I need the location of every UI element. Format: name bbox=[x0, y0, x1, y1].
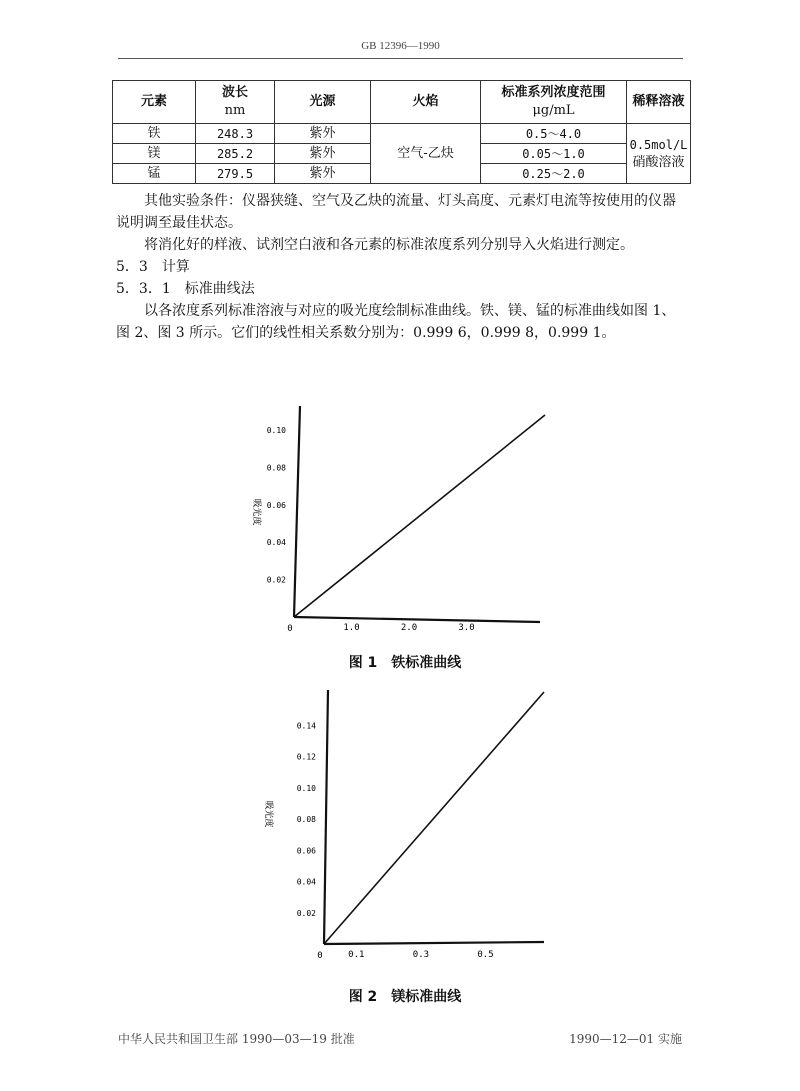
x-tick-label: 3.0 bbox=[458, 623, 475, 633]
y-axis-label: 吸光度 bbox=[251, 498, 261, 526]
iron-calibration-chart bbox=[240, 392, 570, 647]
body-text bbox=[116, 190, 686, 344]
header-range-unit: μg/mL bbox=[532, 103, 575, 118]
cell-source: 紫外 bbox=[275, 144, 371, 164]
y-tick-label: 0.04 bbox=[266, 538, 286, 548]
x-tick-label: 2.0 bbox=[400, 623, 418, 633]
x-tick-label: 0.3 bbox=[412, 950, 430, 960]
instrument-parameters-table bbox=[112, 80, 691, 184]
y-tick-label: 0.02 bbox=[296, 908, 316, 918]
y-tick-label: 0.10 bbox=[266, 426, 286, 436]
y-tick-label: 0.08 bbox=[296, 815, 316, 824]
header-range-label: 标准系列浓度范围 bbox=[501, 85, 606, 100]
paragraph-calibration: 以各浓度系列标准溶液与对应的吸光度绘制标准曲线。铁、镁、锰的标准曲线如图 1、图 2、图 3 所示。它们的线性相关系数分别为：0.999 6，0.999 8，0.999 1。 bbox=[116, 303, 676, 341]
y-axis-label-group bbox=[251, 498, 263, 525]
x-tick-label: 0.5 bbox=[477, 950, 494, 960]
y-tick-label: 0.06 bbox=[266, 500, 286, 510]
cell-wavelength: 248.3 bbox=[196, 124, 275, 144]
x-axis bbox=[294, 617, 540, 622]
y-tick-label: 0.08 bbox=[266, 463, 286, 473]
section-heading-5-3-1: 5．3．1 标准曲线法 bbox=[116, 281, 255, 297]
cell-diluent-line1: 0.5mol/L bbox=[629, 137, 688, 152]
header-element: 元素 bbox=[113, 81, 196, 124]
y-tick-label: 0.06 bbox=[296, 846, 316, 856]
cell-diluent bbox=[627, 124, 691, 184]
section-heading-5-3: 5．3 计算 bbox=[116, 259, 190, 275]
cell-range: 0.25～2.0 bbox=[481, 164, 627, 184]
header-diluent: 稀释溶液 bbox=[627, 81, 691, 124]
x-tick-label: 1.0 bbox=[343, 623, 360, 633]
cell-flame: 空气-乙炔 bbox=[371, 124, 481, 184]
header-range bbox=[481, 81, 627, 124]
cell-element: 锰 bbox=[113, 164, 196, 184]
y-axis bbox=[294, 406, 300, 617]
cell-wavelength: 285.2 bbox=[196, 144, 275, 164]
y-axis-label: 吸光度 bbox=[263, 800, 273, 828]
origin-label: 0 bbox=[317, 951, 323, 961]
y-tick-label: 0.12 bbox=[296, 752, 316, 762]
header-source: 光源 bbox=[275, 81, 371, 124]
cell-diluent-line2: 硝酸溶液 bbox=[632, 154, 685, 170]
origin-label: 0 bbox=[287, 624, 293, 634]
cell-range: 0.05～1.0 bbox=[481, 144, 627, 164]
cell-source: 紫外 bbox=[275, 124, 371, 144]
y-tick-label: 0.14 bbox=[296, 721, 316, 731]
x-axis bbox=[324, 942, 544, 944]
calibration-line bbox=[294, 415, 545, 617]
paragraph-conditions: 其他实验条件：仪器狭缝、空气及乙炔的流量、灯头高度、元素灯电流等按使用的仪器说明调至最佳状态。 bbox=[116, 193, 676, 231]
y-tick-label: 0.04 bbox=[296, 877, 316, 887]
figure-1-caption: 图 1 铁标准曲线 bbox=[348, 655, 462, 671]
magnesium-calibration-chart bbox=[254, 684, 564, 974]
header-wavelength-unit: nm bbox=[224, 103, 246, 118]
standard-number: GB 12396—1990 bbox=[361, 40, 440, 52]
footer-approval: 中华人民共和国卫生部 1990—03—19 批准 bbox=[118, 1032, 355, 1046]
cell-range: 0.5～4.0 bbox=[481, 124, 627, 144]
table-row bbox=[113, 124, 691, 144]
header-wavelength bbox=[196, 81, 275, 124]
calibration-line bbox=[324, 692, 544, 944]
figure-2-caption: 图 2 镁标准曲线 bbox=[348, 989, 462, 1005]
cell-element: 铁 bbox=[113, 124, 196, 144]
footer-effective: 1990—12—01 实施 bbox=[569, 1032, 682, 1046]
cell-wavelength: 279.5 bbox=[196, 164, 275, 184]
table-header-row bbox=[113, 81, 691, 124]
cell-element: 镁 bbox=[113, 144, 196, 164]
header-rule bbox=[118, 58, 683, 59]
y-tick-label: 0.10 bbox=[296, 783, 316, 793]
header-wavelength-label: 波长 bbox=[221, 85, 248, 100]
paragraph-measurement: 将消化好的样液、试剂空白液和各元素的标准浓度系列分别导入火焰进行测定。 bbox=[144, 237, 634, 253]
y-axis-label-group bbox=[263, 800, 275, 827]
y-tick-label: 0.02 bbox=[266, 575, 286, 585]
cell-source: 紫外 bbox=[275, 164, 371, 184]
y-axis bbox=[324, 690, 328, 944]
header-flame: 火焰 bbox=[371, 81, 481, 124]
x-tick-label: 0.1 bbox=[348, 950, 365, 960]
